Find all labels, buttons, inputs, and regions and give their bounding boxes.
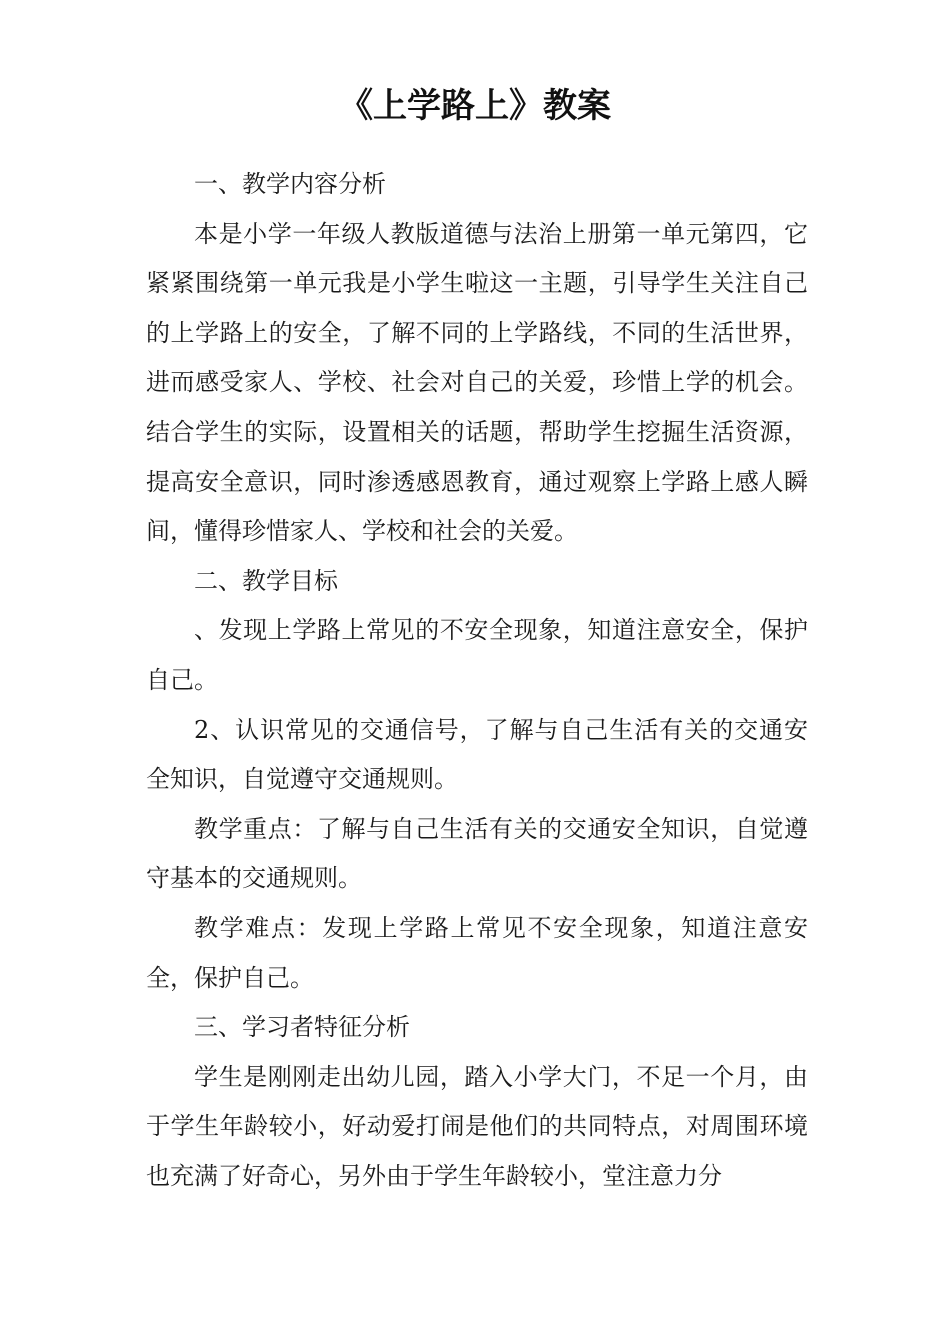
paragraph-learner-analysis: 学生是刚刚走出幼儿园，踏入小学大门，不足一个月，由于学生年龄较小，好动爱打闹是他们的共同特点，对周围环境也充满了好奇心，另外由于学生年龄较小，堂注意力分 xyxy=(146,1062,808,1190)
section-heading-teaching-goals: 二、教学目标 xyxy=(194,566,338,595)
paragraph-goal-2: 2、认识常见的交通信号，了解与自己生活有关的交通安全知识，自觉遵守交通规则。 xyxy=(146,715,808,794)
paragraph-teaching-key-point: 教学重点：了解与自己生活有关的交通安全知识，自觉遵守基本的交通规则。 xyxy=(146,814,808,893)
document-body xyxy=(146,160,808,1201)
section-heading-learner-analysis: 三、学习者特征分析 xyxy=(194,1013,410,1042)
paragraph-teaching-difficulty: 教学难点：发现上学路上常见不安全现象，知道注意安全，保护自己。 xyxy=(146,913,808,992)
section-heading-content-analysis: 一、教学内容分析 xyxy=(194,170,386,198)
paragraph-content-analysis: 本是小学一年级人教版道德与法治上册第一单元第四，它紧紧围绕第一单元我是小学生啦这一主题，引导学生关注自己的上学路上的安全，了解不同的上学路线，不同的生活世界，进而感受家人、学校、社会对自己的关爱，珍惜上学的机会。结合学生的实际，设置相关的话题，帮助学生挖掘生活资源，提高安全意识，同时渗透感恩教育，通过观察上学路上感人瞬间，懂得珍惜家人、学校和社会的关爱。 xyxy=(146,219,808,546)
paragraph-goal-1: 、发现上学路上常见的不安全现象，知道注意安全，保护自己。 xyxy=(146,616,808,694)
document-title: 《上学路上》教案 xyxy=(339,86,611,126)
